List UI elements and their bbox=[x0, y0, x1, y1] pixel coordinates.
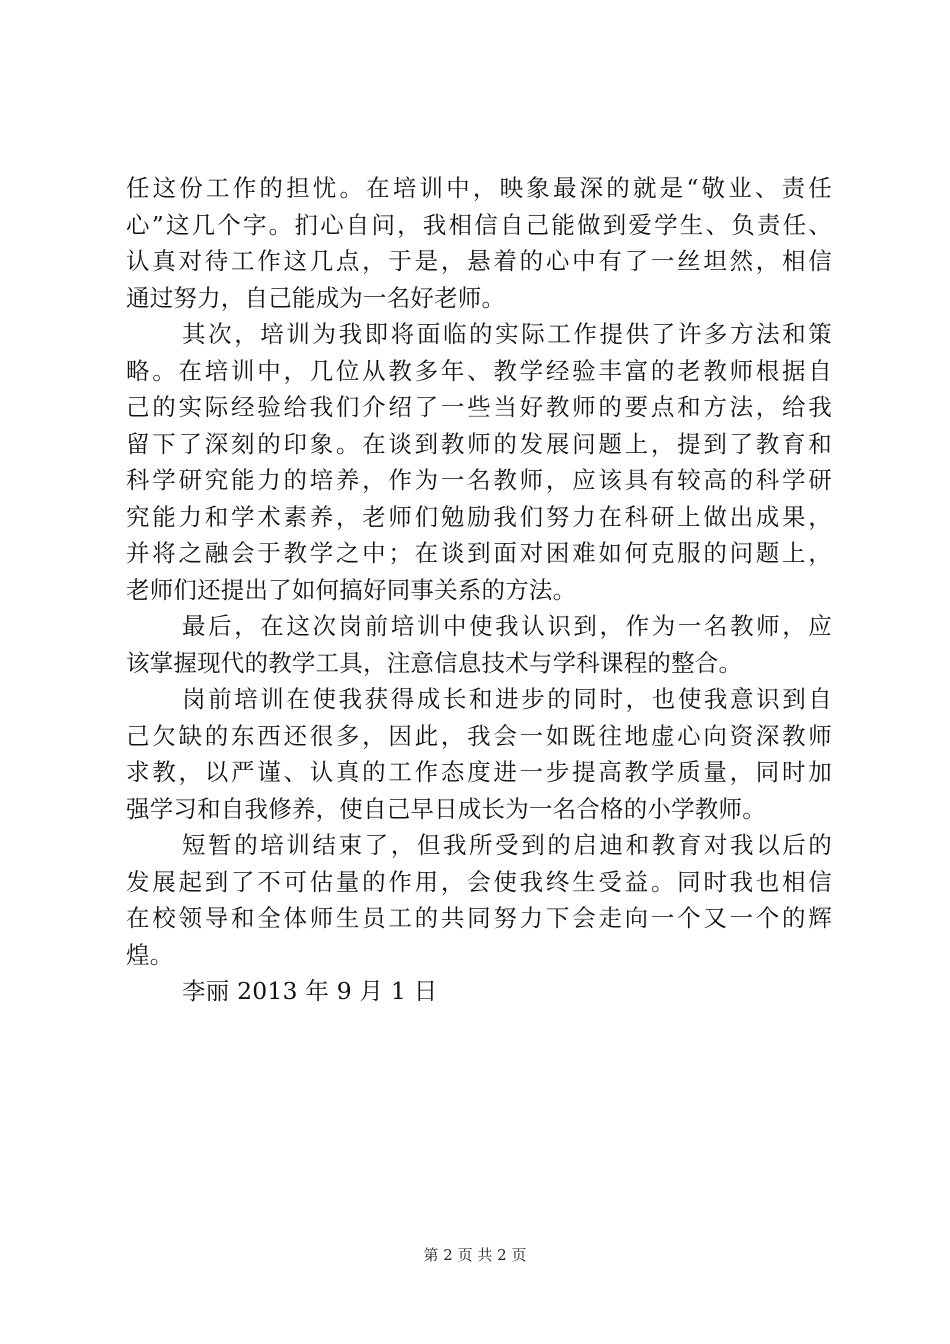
text-line: 并将之融会于教学之中；在谈到面对困难如何克服的问题上， bbox=[126, 539, 832, 567]
text-line: 强学习和自我修养，使自己早日成长为一名合格的小学教师。 bbox=[126, 794, 766, 823]
text-line: 己欠缺的东西还很多，因此，我会一如既往地虚心向资深教师 bbox=[126, 721, 832, 750]
text-line: 其次，培训为我即将面临的实际工作提供了许多方法和策 bbox=[182, 320, 832, 348]
paragraph bbox=[126, 170, 832, 316]
text-line: 短暂的培训结束了，但我所受到的启迪和教育对我以后的 bbox=[182, 831, 832, 859]
text-line: 略。在培训中，几位从教多年、教学经验丰富的老教师根据自 bbox=[126, 356, 832, 385]
text-line: 发展起到了不可估量的作用，会使我终生受益。同时我也相信 bbox=[126, 867, 832, 896]
text-line: 认真对待工作这几点，于是，悬着的心中有了一丝坦然，相信 bbox=[126, 247, 832, 275]
signature-paragraph bbox=[126, 973, 832, 1010]
signature-date-line: 李丽 2013 年 9 月 1 日 bbox=[182, 977, 438, 1005]
text-line: 求教，以严谨、认真的工作态度进一步提高教学质量，同时加 bbox=[126, 758, 832, 786]
text-line: 科学研究能力的培养，作为一名教师，应该具有较高的科学研 bbox=[126, 466, 832, 494]
text-line: 心”这几个字。扪心自问，我相信自己能做到爱学生、负责任、 bbox=[126, 210, 832, 239]
text-line: 己的实际经验给我们介绍了一些当好教师的要点和方法，给我 bbox=[126, 393, 832, 421]
text-line: 老师们还提出了如何搞好同事关系的方法。 bbox=[126, 575, 577, 604]
text-line: 究能力和学术素养，老师们勉励我们努力在科研上做出成果， bbox=[126, 502, 832, 531]
paragraph bbox=[126, 827, 832, 973]
text-line: 最后，在这次岗前培训中使我认识到，作为一名教师，应 bbox=[182, 612, 832, 640]
text-line: 该掌握现代的教学工具，注意信息技术与学科课程的整合。 bbox=[126, 648, 743, 677]
text-line: 煌。 bbox=[126, 940, 174, 969]
page-number-label: 第 2 页 共 2 页 bbox=[423, 1246, 527, 1264]
text-line: 留下了深刻的印象。在谈到教师的发展问题上，提到了教育和 bbox=[126, 429, 832, 458]
paragraph bbox=[126, 316, 832, 608]
text-line: 通过努力，自己能成为一名好老师。 bbox=[126, 283, 506, 312]
page-footer bbox=[0, 1244, 950, 1265]
text-line: 在校领导和全体师生员工的共同努力下会走向一个又一个的辉 bbox=[126, 904, 832, 932]
text-line: 岗前培训在使我获得成长和进步的同时，也使我意识到自 bbox=[182, 685, 832, 713]
document-body bbox=[126, 170, 832, 1010]
paragraph bbox=[126, 608, 832, 681]
paragraph bbox=[126, 681, 832, 827]
text-line: 任这份工作的担忧。在培训中，映象最深的就是“敬业、责任 bbox=[126, 174, 832, 202]
